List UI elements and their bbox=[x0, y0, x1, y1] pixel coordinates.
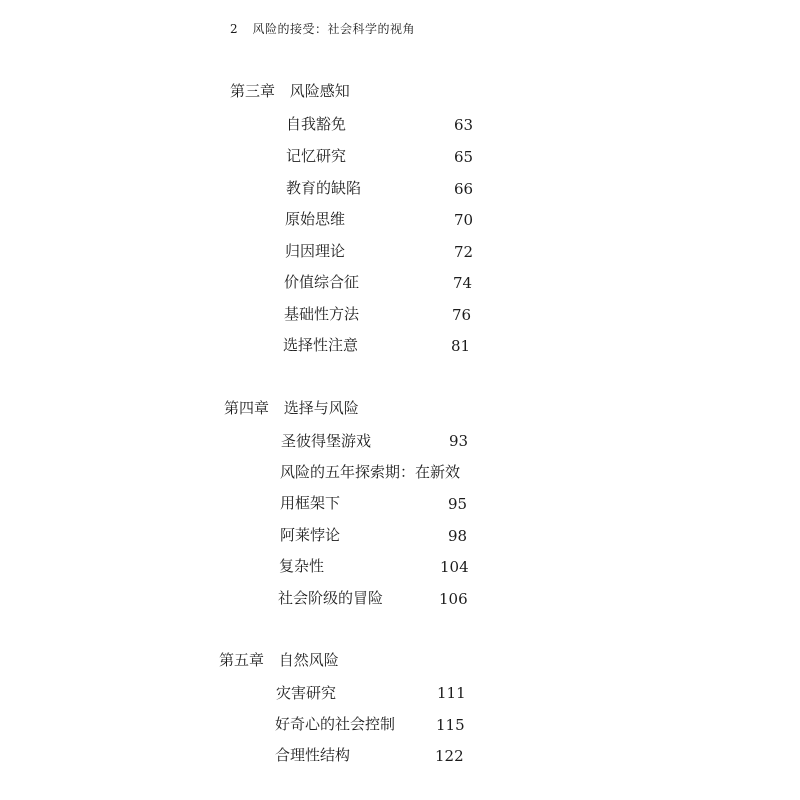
chapter-number: 第五章 bbox=[219, 651, 265, 669]
toc-entry-title: 阿莱悖论 bbox=[280, 526, 341, 544]
toc-entry-page: 70 bbox=[454, 211, 474, 229]
toc-entry-page: 93 bbox=[449, 432, 469, 450]
toc-entry-title: 风险的五年探索期：在新效 bbox=[280, 463, 461, 481]
header-book-title: 风险的接受：社会科学的视角 bbox=[252, 22, 415, 36]
toc-entry-title: 原始思维 bbox=[285, 210, 346, 228]
toc-entry-title: 教育的缺陷 bbox=[286, 179, 362, 197]
toc-entry-title: 好奇心的社会控制 bbox=[275, 715, 396, 733]
toc-entry-title: 社会阶级的冒险 bbox=[278, 589, 384, 607]
toc-entry-title: 灾害研究 bbox=[276, 684, 337, 702]
toc-entry-title: 圣彼得堡游戏 bbox=[281, 432, 372, 450]
toc-entry-page: 74 bbox=[453, 274, 473, 292]
chapter-title: 风险感知 bbox=[289, 82, 350, 100]
toc-entry-page: 66 bbox=[454, 180, 474, 198]
toc-entry-page: 76 bbox=[452, 306, 472, 324]
toc-entry-title: 用框架下 bbox=[280, 494, 341, 512]
toc-entry-title: 自我豁免 bbox=[286, 115, 347, 133]
toc-entry-title: 合理性结构 bbox=[275, 746, 351, 764]
chapter-number: 第三章 bbox=[230, 82, 276, 100]
chapter-4-heading bbox=[224, 397, 359, 418]
toc-entry-title: 选择性注意 bbox=[283, 336, 359, 354]
toc-entry-page: 95 bbox=[448, 495, 468, 513]
toc-entry-title: 价值综合征 bbox=[284, 273, 360, 291]
toc-entry-title: 归因理论 bbox=[285, 242, 346, 260]
toc-entry-title: 复杂性 bbox=[279, 557, 325, 575]
toc-entry-page: 63 bbox=[454, 116, 474, 134]
toc-entry-page: 81 bbox=[451, 337, 471, 355]
toc-entry-page: 111 bbox=[437, 684, 466, 702]
toc-entry-page: 115 bbox=[436, 716, 465, 734]
chapter-number: 第四章 bbox=[224, 399, 270, 417]
running-header bbox=[230, 20, 415, 37]
toc-entry-title: 基础性方法 bbox=[284, 305, 360, 323]
toc-entry-page: 65 bbox=[454, 148, 474, 166]
toc-entry-page: 122 bbox=[435, 747, 464, 765]
toc-entry-title: 记忆研究 bbox=[286, 147, 347, 165]
toc-entry-page: 72 bbox=[454, 243, 474, 261]
header-page-number: 2 bbox=[230, 22, 239, 36]
chapter-title: 选择与风险 bbox=[283, 399, 359, 417]
toc-entry-page: 98 bbox=[448, 527, 468, 545]
toc-entry-page: 104 bbox=[440, 558, 469, 576]
chapter-5-heading bbox=[219, 649, 339, 670]
chapter-title: 自然风险 bbox=[278, 651, 339, 669]
chapter-3-heading bbox=[230, 80, 350, 101]
toc-entry-page: 106 bbox=[439, 590, 468, 608]
